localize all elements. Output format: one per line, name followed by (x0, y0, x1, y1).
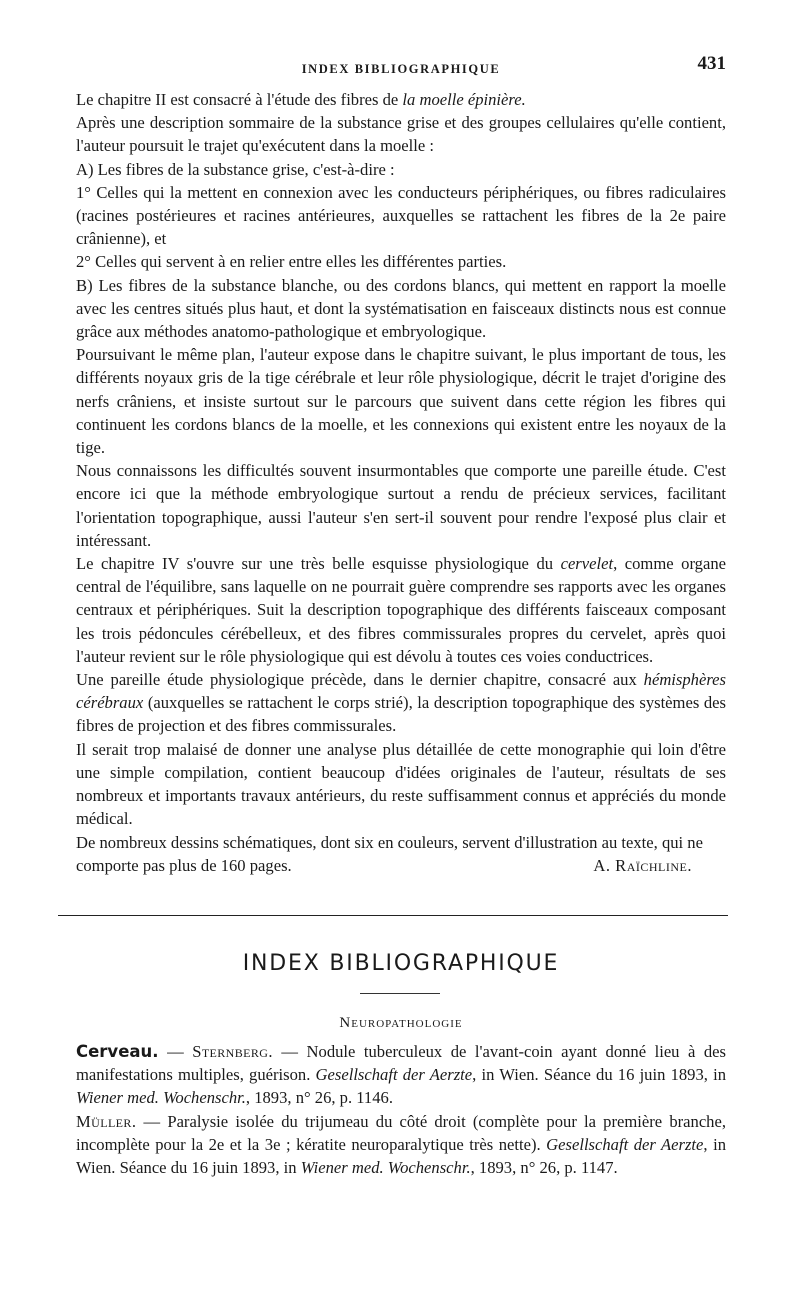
review-paragraph: Poursuivant le même plan, l'auteur expose dans le chapitre suivant, le plus important de tous, les différents noyaux gris de la tige cérébrale et leur rôle physiologique, décrit le trajet d'origine des nerfs crâniens, et insiste surtout sur le parcours que suivent dans cette région les fibres qui continuent les cordons blancs de la moelle, et les connexions qui existent entre les noyaux de la tige. (76, 345, 726, 458)
running-head (76, 52, 726, 76)
review-paragraph: 1° Celles qui la mettent en connexion avec les conducteurs périphériques, ou fibres radiculaires (racines postérieures et racines antérieures, auxquelles se rattachent les fibres de la 2e paire crânienne), et (76, 182, 726, 249)
emphasis: hémisphères cérébraux (76, 670, 726, 713)
text: , comme organe central de l'équilibre, sans laquelle on ne pourrait guère comprendre ses rapports avec les organes centraux et périphériques. Suit la description topographique des différents faisceaux composant les trois pédoncules cérébelleux, et des fibres commissurales propres du cervelet, après quoi l'auteur revient sur le rôle physiologique qui est dévolu à toutes ces voies conductrices. (76, 554, 726, 666)
journal-title: Wiener med. Wochenschr. (76, 1088, 246, 1108)
text: Une pareille étude physiologique précède, dans le dernier chapitre, consacré aux (76, 670, 644, 690)
review-paragraph: B) Les fibres de la substance blanche, ou des cordons blancs, qui mettent en rapport la moelle avec les centres situés plus haut, et dont la systématisation en faisceaux distincts nous est connue grâce aux méthodes anatomo-pathologique et embryologique. (76, 275, 726, 342)
text: , 1893, n° 26, p. 1146. (245, 1088, 393, 1108)
journal-title: Wiener med. Wochenschr. (300, 1158, 471, 1178)
journal-title: Gesellschaft der Aerzte (315, 1065, 473, 1085)
emphasis: la moelle épinière. (402, 90, 526, 109)
bibliography-entry (76, 1110, 726, 1180)
review-paragraph: Il serait trop malaisé de donner une analyse plus détaillée de cette monographie qui loin d'être une simple compilation, contient beaucoup d'idées originales de l'auteur, résultats de ses nombreux et importants travaux antérieurs, du reste suffisamment connus et appréciés du monde médical. (76, 739, 726, 829)
entry-topic: Cerveau. (76, 1042, 159, 1061)
review-paragraph (76, 668, 726, 738)
emphasis: cervelet (560, 554, 614, 574)
review-paragraph: Après une description sommaire de la substance grise et des groupes cellulaires qu'elle contient, l'auteur poursuit le trajet qu'exécutent dans la moelle : (76, 113, 726, 156)
index-subheading: Neuropathologie (339, 1015, 463, 1031)
text: — Nodule tuberculeux de l'avant-coin ayant donné lieu à des manifestations multiples, guérison. (76, 1042, 727, 1085)
text: , in Wien. Séance du 16 juin 1893, in (472, 1065, 726, 1085)
text: — (158, 1042, 193, 1061)
index-heading: INDEX BIBLIOGRAPHIQUE (242, 951, 560, 976)
review-paragraph: A) Les fibres de la substance grise, c'est-à-dire : (76, 159, 395, 179)
bibliography-entry (76, 1040, 726, 1110)
section-divider (58, 915, 728, 916)
heading-rule (360, 993, 440, 994)
running-title: INDEX BIBLIOGRAPHIQUE (301, 62, 501, 76)
bibliography-entries (76, 1040, 726, 1179)
signature: A. Raïchline. (593, 855, 692, 875)
text: , 1893, n° 26, p. 1147. (470, 1158, 618, 1178)
text: , in Wien. Séance du 16 juin 1893, in (76, 1134, 726, 1178)
review-paragraph (76, 831, 726, 877)
review-paragraph: Nous connaissons les difficultés souvent insurmontables que comporte une pareille étude. C'est encore ici que la méthode embryologique surtout a rendu de précieux services, facilitant l'orientation topographique, aussi l'auteur s'en sert-il souvent pour rendre l'exposé plus clair et intéressant. (76, 461, 726, 550)
review-paragraph (76, 552, 726, 668)
journal-title: Gesellschaft der Aerzte (546, 1134, 704, 1154)
text: (auxquelles se rattachent le corps strié), la description topographique des systèmes des fibres de projection et des fibres commissurales. (76, 693, 726, 736)
text: — Paralysie isolée du trijumeau du côté droit (complète pour la première branche, incomplète pour la 2e et la 3e ; kératite neuroparalytique très nette). (76, 1111, 726, 1154)
page-number: 431 (697, 53, 726, 74)
text: De nombreux dessins schématiques, dont six en couleurs, servent d'illustration au texte, qui ne comporte pas plus de 160 pages. (76, 832, 703, 875)
entry-author: Sternberg. (192, 1042, 273, 1061)
review-paragraph: 2° Celles qui servent à en relier entre elles les différentes parties. (76, 252, 507, 272)
text: Le chapitre IV s'ouvre sur une très belle esquisse physiologique du (76, 554, 561, 574)
text: Le chapitre II est consacré à l'étude des fibres de (76, 90, 403, 109)
entry-author: Müller. (76, 1111, 137, 1131)
review-paragraph (76, 88, 726, 111)
book-review (76, 88, 726, 877)
